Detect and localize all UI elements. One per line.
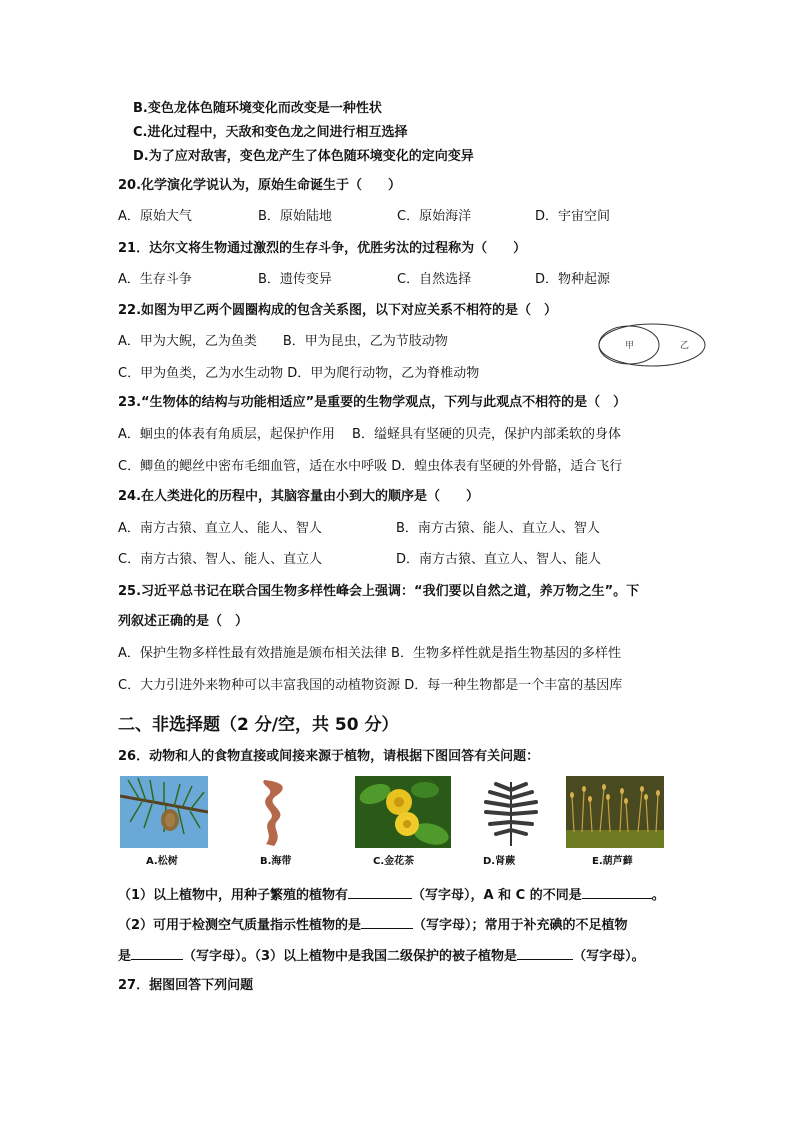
q23-options-ab: A．蛔虫的体表有角质层，起保护作用 B．缢蛏具有坚硬的贝壳，保护内部柔软的身体 xyxy=(118,427,621,442)
q26-part2-text-a: （2）可用于检测空气质量指示性植物的是 xyxy=(118,918,362,933)
question-21: 21．达尔文将生物通过激烈的生存斗争，优胜劣汰的过程称为（ ） xyxy=(118,241,527,256)
question-25-line2: 列叙述正确的是（ ） xyxy=(118,614,249,629)
q21-option-d: D．物种起源 xyxy=(535,272,611,287)
caption-pine: A.松树 xyxy=(146,856,178,867)
answer-blank-1[interactable] xyxy=(348,884,412,899)
venn-diagram xyxy=(597,322,707,368)
q24-option-d: D．南方古猿、直立人、智人、能人 xyxy=(396,552,602,567)
q20-option-d: D．宇宙空间 xyxy=(535,209,611,224)
question-22: 22.如图为甲乙两个圆圈构成的包含关系图，以下对应关系不相符的是（ ） xyxy=(118,303,558,318)
answer-blank-4[interactable] xyxy=(131,945,183,960)
q26-part1-text-a: （1）以上植物中，用种子繁殖的植物有 xyxy=(118,888,349,903)
question-23: 23.“生物体的结构与功能相适应”是重要的生物学观点，下列与此观点不相符的是（ ） xyxy=(118,395,627,410)
q24-option-c: C．南方古猿、智人、能人、直立人 xyxy=(118,552,323,567)
q25-options-ab: A．保护生物多样性最有效措施是颁布相关法律 B．生物多样性就是指生物基因的多样性 xyxy=(118,646,621,661)
caption-kelp: B.海带 xyxy=(260,856,292,867)
fern-picture xyxy=(478,776,544,848)
q22-options-ab: A．甲为大鲵，乙为鱼类 B．甲为昆虫，乙为节肢动物 xyxy=(118,334,448,349)
option-19d: D.为了应对敌害，变色龙产生了体色随环境变化的定向变异 xyxy=(133,149,474,164)
q24-option-b: B．南方古猿、能人、直立人、智人 xyxy=(396,521,600,536)
q23-options-cd: C．鲫鱼的鳃丝中密布毛细血管，适在水中呼吸 D．蝗虫体表有坚硬的外骨骼，适合飞行 xyxy=(118,459,623,474)
moss-picture xyxy=(566,776,664,848)
pine-tree-picture xyxy=(120,776,208,848)
option-19b: B.变色龙体色随环境变化而改变是一种性状 xyxy=(133,101,382,116)
q26-part3-text-c: （写字母）。 xyxy=(573,949,645,964)
section-heading: 二、非选择题（2 分/空，共 50 分） xyxy=(118,715,399,735)
caption-camellia: C.金花茶 xyxy=(373,856,415,867)
q26-part1 xyxy=(118,884,665,905)
q21-option-c: C．自然选择 xyxy=(397,272,472,287)
answer-blank-3[interactable] xyxy=(361,914,413,929)
caption-moss: E.葫芦藓 xyxy=(592,856,633,867)
q20-option-a: A．原始大气 xyxy=(118,209,192,224)
answer-blank-5[interactable] xyxy=(517,945,573,960)
kelp-picture xyxy=(254,776,298,848)
q26-part3 xyxy=(118,945,645,966)
option-19c: C.进化过程中，天敌和变色龙之间进行相互选择 xyxy=(133,125,408,140)
q20-option-b: B．原始陆地 xyxy=(258,209,332,224)
q26-part2 xyxy=(118,914,628,935)
q25-options-cd: C．大力引进外来物种可以丰富我国的动植物资源 D．每一种生物都是一个丰富的基因库 xyxy=(118,678,623,693)
q20-option-c: C．原始海洋 xyxy=(397,209,472,224)
q26-part1-text-c: 。 xyxy=(651,888,665,903)
venn-outer-label: 乙 xyxy=(680,341,690,351)
q21-option-a: A．生存斗争 xyxy=(118,272,192,287)
camellia-picture xyxy=(355,776,451,848)
caption-fern: D.肾蕨 xyxy=(483,856,516,867)
q24-option-a: A．南方古猿、直立人、能人、智人 xyxy=(118,521,322,536)
q26-part2-text-b: （写字母）；常用于补充碘的不足植物 xyxy=(413,918,628,933)
question-27: 27．据图回答下列问题 xyxy=(118,978,254,993)
q21-option-b: B．遗传变异 xyxy=(258,272,332,287)
q22-options-cd: C．甲为鱼类，乙为水生动物 D．甲为爬行动物，乙为脊椎动物 xyxy=(118,366,480,381)
venn-outer-circle xyxy=(599,324,705,366)
question-26: 26．动物和人的食物直接或间接来源于植物，请根据下图回答有关问题： xyxy=(118,749,540,764)
answer-blank-2[interactable] xyxy=(582,884,652,899)
question-25-line1: 25.习近平总书记在联合国生物多样性峰会上强调：“我们要以自然之道，养万物之生”。下 xyxy=(118,584,640,599)
q26-part1-text-b: （写字母），A 和 C 的不同是 xyxy=(412,888,582,903)
q26-part3-text-a: 是 xyxy=(118,949,132,964)
question-24: 24.在人类进化的历程中，其脑容量由小到大的顺序是（ ） xyxy=(118,489,480,504)
question-20: 20.化学演化学说认为，原始生命诞生于（ ） xyxy=(118,178,402,193)
venn-inner-label: 甲 xyxy=(625,341,635,351)
q26-part3-text-b: （写字母）。（3）以上植物中是我国二级保护的被子植物是 xyxy=(183,949,518,964)
